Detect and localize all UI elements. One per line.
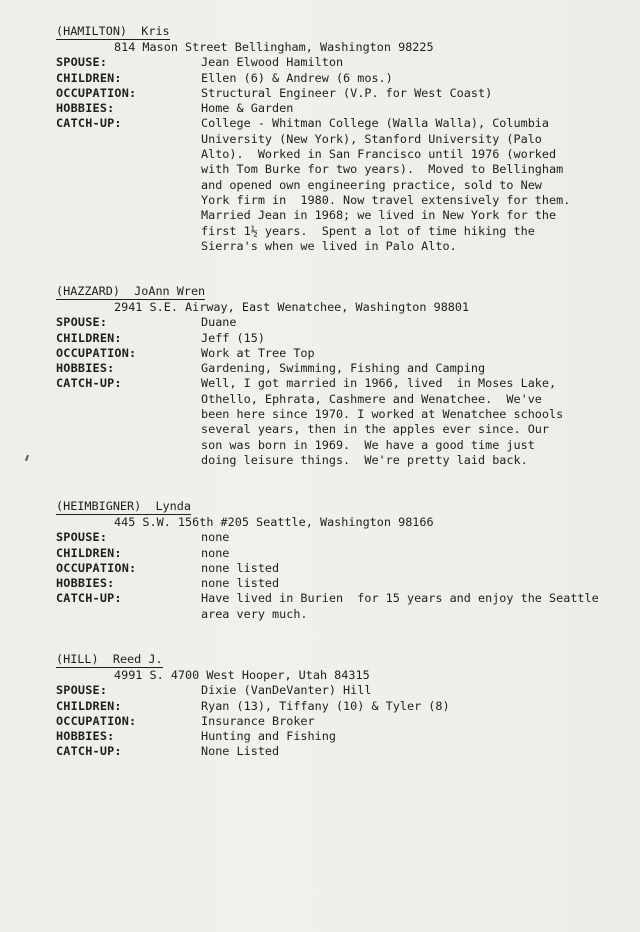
occupation-value: none listed xyxy=(201,560,280,575)
entry-children-row xyxy=(56,546,636,561)
entry-spouse-row xyxy=(56,315,636,330)
catchup-label: CATCH-UP: xyxy=(56,376,122,391)
catchup-value: College - Whitman College (Walla Walla), Columbia University (New York), Stanford University (Palo Alto). Worked in San Francisco until 1976 (worked with Tom Burke for two years). Moved to Bellingham and opened own engineering practice, sold to New York firm in 1980. Now travel extensively for them. Married Jean in 1968; we lived in New York for the first 1½ years. Spent a lot of time hiking the Sierra's when we lived in Palo Alto. xyxy=(201,116,571,253)
spouse-label: SPOUSE: xyxy=(56,315,108,330)
catchup-label: CATCH-UP: xyxy=(56,591,122,606)
entry-first-name: JoAnn Wren xyxy=(134,284,206,298)
children-value: Ellen (6) & Andrew (6 mos.) xyxy=(201,70,393,85)
hobbies-label: HOBBIES: xyxy=(56,361,115,376)
entry-surname: (HAMILTON) xyxy=(56,24,128,38)
entry-catchup-row xyxy=(56,116,636,254)
entry-heading xyxy=(56,652,636,668)
entry-spouse-row xyxy=(56,683,636,698)
entry-children-row xyxy=(56,699,636,714)
children-value: none xyxy=(201,545,230,560)
stray-pen-mark xyxy=(25,455,29,461)
spouse-label: SPOUSE: xyxy=(56,530,108,545)
entry-catchup-row xyxy=(56,591,636,622)
entry-name xyxy=(56,285,205,300)
directory-entry xyxy=(56,652,636,760)
catchup-value: Well, I got married in 1966, lived in Moses Lake, Othello, Ephrata, Cashmere and Wenatchee. We've been here since 1970. I worked at Wenatchee schools several years, then in the apples ever since. Our son was born in 1969. We have a good time just doing leisure things. We're pretty laid back. xyxy=(201,376,564,467)
entry-hobbies-row xyxy=(56,729,636,744)
entry-occupation-row xyxy=(56,714,636,729)
entry-address: 2941 S.E. Airway, East Wenatchee, Washington 98801 xyxy=(114,300,470,314)
entry-name xyxy=(56,25,170,40)
spouse-value: none xyxy=(201,530,230,545)
entry-children-row xyxy=(56,331,636,346)
entry-surname: (HILL) xyxy=(56,652,99,666)
entry-first-name: Reed J. xyxy=(112,652,163,666)
entry-name xyxy=(56,653,163,668)
directory-entry xyxy=(56,499,636,622)
entry-children-row xyxy=(56,71,636,86)
occupation-label: OCCUPATION: xyxy=(56,85,137,100)
spouse-label: SPOUSE: xyxy=(56,683,108,698)
spouse-value: Duane xyxy=(201,315,237,330)
spouse-value: Dixie (VanDeVanter) Hill xyxy=(201,683,372,698)
entry-heading xyxy=(56,499,636,515)
entry-catchup-row xyxy=(56,376,636,468)
children-label: CHILDREN: xyxy=(56,330,122,345)
spouse-value: Jean Elwood Hamilton xyxy=(201,55,344,70)
entry-spouse-row xyxy=(56,530,636,545)
catchup-value: None Listed xyxy=(201,744,280,759)
hobbies-value: none listed xyxy=(201,576,280,591)
entry-heading xyxy=(56,24,636,40)
hobbies-value: Hunting and Fishing xyxy=(201,729,336,744)
catchup-label: CATCH-UP: xyxy=(56,744,122,759)
hobbies-label: HOBBIES: xyxy=(56,729,115,744)
entry-occupation-row xyxy=(56,346,636,361)
occupation-value: Work at Tree Top xyxy=(201,345,315,360)
entry-heading xyxy=(56,284,636,300)
entry-occupation-row xyxy=(56,561,636,576)
entry-first-name: Kris xyxy=(141,24,170,38)
hobbies-label: HOBBIES: xyxy=(56,576,115,591)
hobbies-value: Home & Garden xyxy=(201,101,294,116)
entry-spouse-row xyxy=(56,55,636,70)
entry-address: 814 Mason Street Bellingham, Washington 98225 xyxy=(114,40,434,54)
entry-address: 4991 S. 4700 West Hooper, Utah 84315 xyxy=(114,668,370,682)
entry-first-name: Lynda xyxy=(155,499,191,513)
children-label: CHILDREN: xyxy=(56,698,122,713)
occupation-label: OCCUPATION: xyxy=(56,560,137,575)
entry-address: 445 S.W. 156th #205 Seattle, Washington 98166 xyxy=(114,515,434,529)
entry-surname: (HAZZARD) xyxy=(56,284,120,298)
occupation-value: Structural Engineer (V.P. for West Coast) xyxy=(201,85,493,100)
occupation-label: OCCUPATION: xyxy=(56,713,137,728)
children-value: Ryan (13), Tiffany (10) & Tyler (8) xyxy=(201,698,450,713)
entry-surname: (HEIMBIGNER) xyxy=(56,499,142,513)
entry-hobbies-row xyxy=(56,576,636,591)
entry-catchup-row xyxy=(56,744,636,759)
occupation-label: OCCUPATION: xyxy=(56,345,137,360)
children-label: CHILDREN: xyxy=(56,70,122,85)
children-label: CHILDREN: xyxy=(56,545,122,560)
occupation-value: Insurance Broker xyxy=(201,713,315,728)
hobbies-value: Gardening, Swimming, Fishing and Camping xyxy=(201,361,486,376)
entry-name xyxy=(56,500,191,515)
entry-occupation-row xyxy=(56,86,636,101)
catchup-value: Have lived in Burien for 15 years and enjoy the Seattle area very much. xyxy=(201,591,599,621)
entry-hobbies-row xyxy=(56,361,636,376)
entry-hobbies-row xyxy=(56,101,636,116)
directory-entry xyxy=(56,284,636,468)
catchup-label: CATCH-UP: xyxy=(56,116,122,131)
children-value: Jeff (15) xyxy=(201,330,265,345)
hobbies-label: HOBBIES: xyxy=(56,101,115,116)
spouse-label: SPOUSE: xyxy=(56,55,108,70)
directory-entry xyxy=(56,24,636,254)
